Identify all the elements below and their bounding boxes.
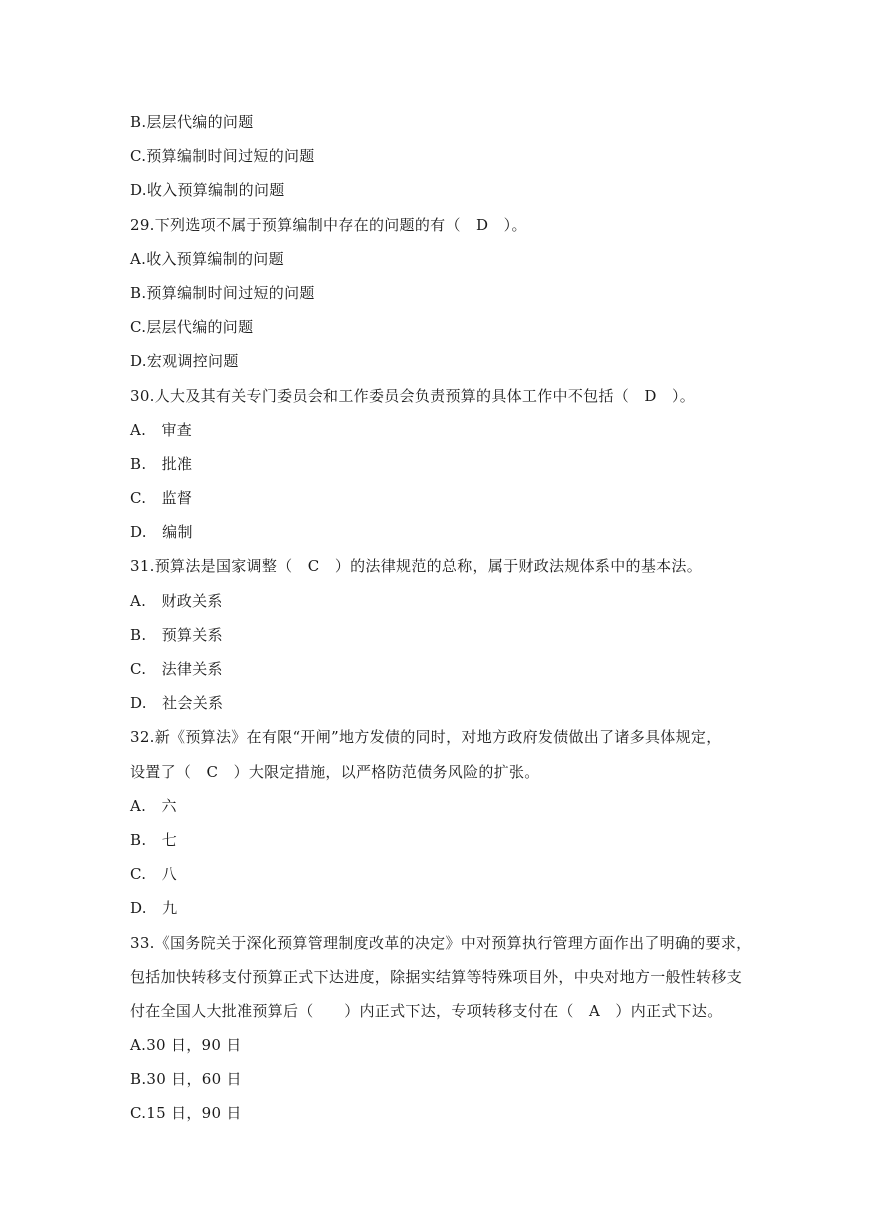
question-29: 29.下列选项不属于预算编制中存在的问题的有（ D ）。 — [130, 215, 527, 234]
q29-option-d: D.宏观调控问题 — [130, 352, 239, 371]
q29-option-a: A.收入预算编制的问题 — [130, 249, 284, 268]
question-33-line-3: 付在全国人大批准预算后（ ）内正式下达，专项转移支付在（ A ）内正式下达。 — [130, 1001, 723, 1020]
option-d-line: D.收入预算编制的问题 — [130, 181, 285, 200]
option-b-line: B.层层代编的问题 — [130, 113, 254, 131]
question-32-line-2: 设置了（ C ）大限定措施，以严格防范债务风险的扩张。 — [130, 762, 540, 781]
q31-option-b: B. 预算关系 — [130, 625, 223, 644]
q31-option-d: D. 社会关系 — [130, 694, 224, 713]
q29-option-c: C.层层代编的问题 — [130, 318, 254, 337]
question-30: 30.人大及其有关专门委员会和工作委员会负责预算的具体工作中不包括（ D ）。 — [130, 386, 696, 405]
question-31: 31.预算法是国家调整（ C ）的法律规范的总称，属于财政法规体系中的基本法。 — [130, 557, 703, 576]
question-33-line-2: 包括加快转移支付预算正式下达进度，除据实结算等特殊项目外，中央对地方一般性转移支 — [130, 967, 743, 986]
q32-option-b: B. 七 — [130, 830, 177, 849]
q30-option-c: C. 监督 — [130, 489, 193, 508]
q33-option-b: B.30 日，60 日 — [130, 1070, 242, 1089]
option-c-line: C.预算编制时间过短的问题 — [130, 147, 315, 166]
q31-option-a: A. 财政关系 — [130, 591, 223, 610]
q30-option-b: B. 批准 — [130, 454, 193, 473]
document-body — [130, 109, 750, 1135]
q30-option-d: D. 编制 — [130, 523, 193, 542]
q30-option-a: A. 审查 — [130, 420, 193, 439]
q31-option-c: C. 法律关系 — [130, 660, 223, 678]
q32-option-d: D. 九 — [130, 899, 178, 918]
q32-option-a: A. 六 — [130, 796, 177, 815]
question-32-line-1: 32.新《预算法》在有限“开闸”地方发债的同时，对地方政府发债做出了诸多具体规定， — [130, 728, 722, 747]
q33-option-c: C.15 日，90 日 — [130, 1104, 242, 1123]
q32-option-c: C. 八 — [130, 865, 177, 884]
question-33-line-1: 33.《国务院关于深化预算管理制度改革的决定》中对预算执行管理方面作出了明确的要求， — [130, 933, 752, 952]
q29-option-b: B.预算编制时间过短的问题 — [130, 283, 315, 302]
q33-option-a: A.30 日，90 日 — [130, 1036, 242, 1055]
